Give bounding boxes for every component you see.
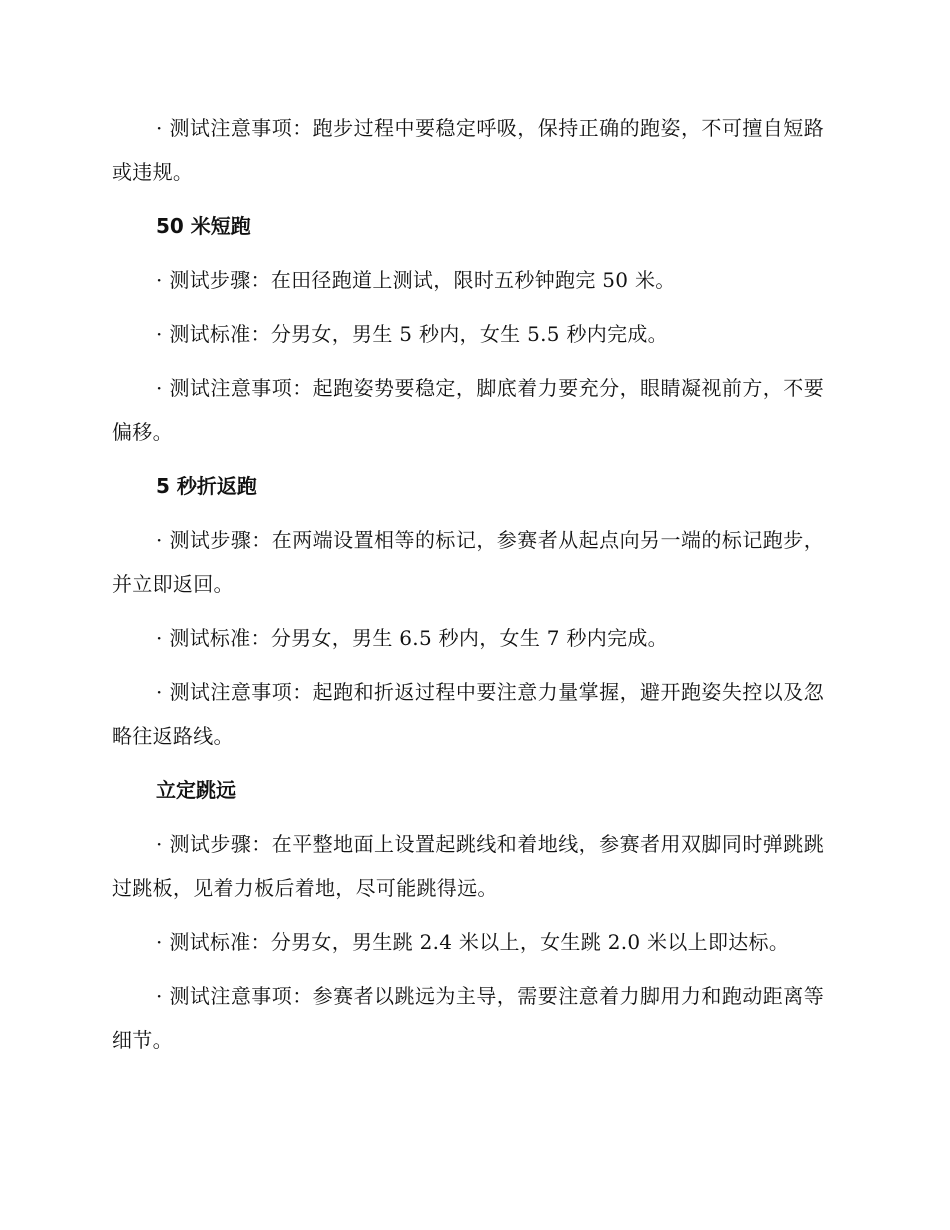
section-heading-shuttle-run: 5 秒折返跑 bbox=[156, 474, 257, 498]
section-heading-standing-long-jump: 立定跳远 bbox=[156, 778, 236, 802]
shuttle-notes-paragraph: · 测试注意事项：起跑和折返过程中要注意力量掌握，避开跑姿失控以及忽略往返路线。 bbox=[112, 680, 824, 748]
sprint-standard-paragraph: · 测试标准：分男女，男生 5 秒内，女生 5.5 秒内完成。 bbox=[156, 322, 668, 346]
document-page bbox=[112, 106, 824, 1062]
sprint-notes-paragraph: · 测试注意事项：起跑姿势要稳定，脚底着力要充分，眼睛凝视前方，不要偏移。 bbox=[112, 376, 824, 444]
shuttle-steps-paragraph: · 测试步骤：在两端设置相等的标记，参赛者从起点向另一端的标记跑步，并立即返回。 bbox=[112, 528, 824, 596]
jump-notes-paragraph: · 测试注意事项：参赛者以跳远为主导，需要注意着力脚用力和跑动距离等细节。 bbox=[112, 984, 824, 1052]
jump-steps-paragraph: · 测试步骤：在平整地面上设置起跳线和着地线，参赛者用双脚同时弹跳跳过跳板，见着力板后着地，尽可能跳得远。 bbox=[112, 832, 824, 900]
shuttle-standard-paragraph: · 测试标准：分男女，男生 6.5 秒内，女生 7 秒内完成。 bbox=[156, 626, 668, 650]
jump-standard-paragraph: · 测试标准：分男女，男生跳 2.4 米以上，女生跳 2.0 米以上即达标。 bbox=[156, 930, 790, 954]
sprint-steps-paragraph: · 测试步骤：在田径跑道上测试，限时五秒钟跑完 50 米。 bbox=[156, 268, 676, 292]
section-heading-50m-sprint: 50 米短跑 bbox=[156, 214, 251, 238]
intro-note-paragraph: · 测试注意事项：跑步过程中要稳定呼吸，保持正确的跑姿，不可擅自短路或违规。 bbox=[112, 116, 824, 184]
